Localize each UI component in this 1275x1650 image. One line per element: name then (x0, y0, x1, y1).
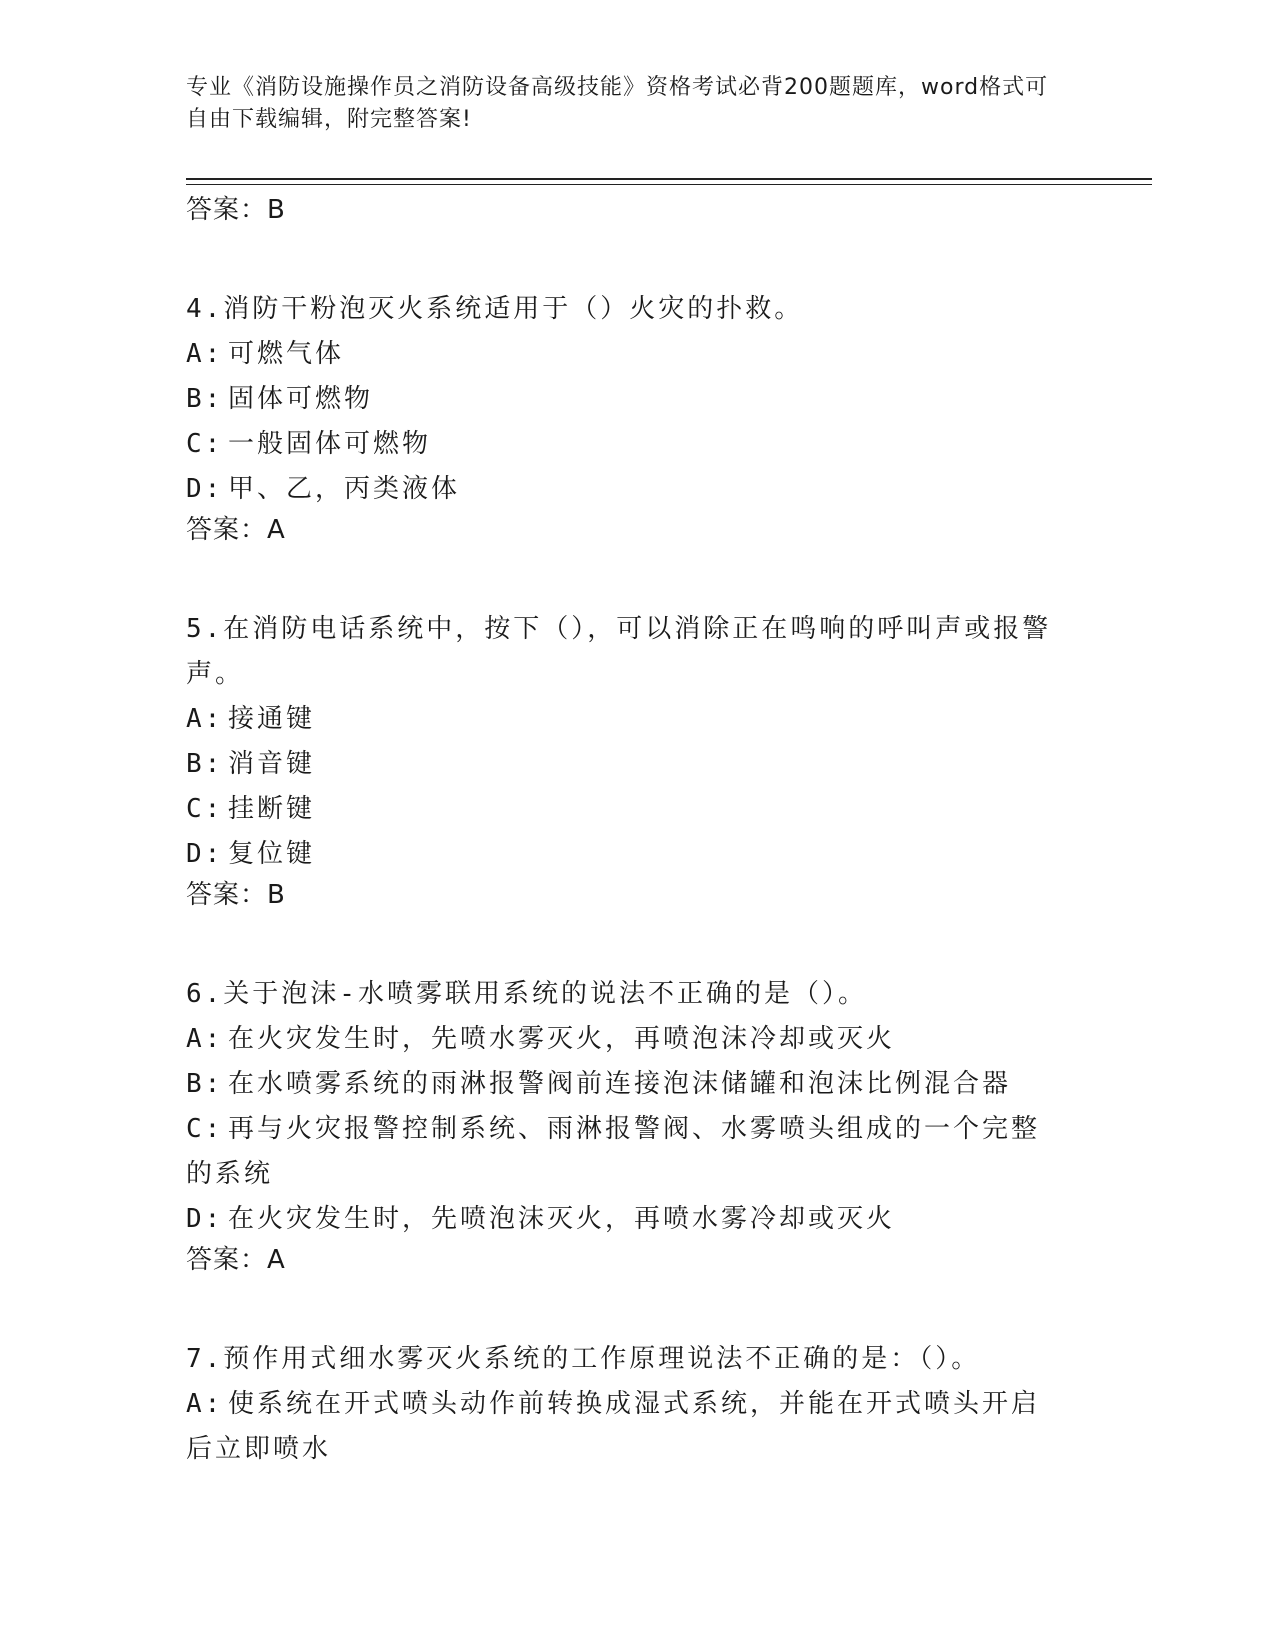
option-text: 消音键 (228, 749, 316, 779)
option-text: 在火灾发生时，先喷水雾灭火，再喷泡沫冷却或灭火 (228, 1024, 896, 1054)
answer-line: 答案：B (186, 880, 286, 910)
question-text: 4.消防干粉泡灭火系统适用于（）火灾的扑救。 (186, 294, 804, 324)
document-body (186, 192, 1086, 1472)
option-letter: A: (186, 1024, 224, 1054)
header-divider (186, 178, 1152, 180)
option-line (186, 1107, 1066, 1197)
option-line (186, 697, 1086, 742)
option-letter: A: (186, 1389, 224, 1419)
option-line (186, 377, 1086, 422)
option-line (186, 332, 1086, 377)
question-text: 6.关于泡沫-水喷雾联用系统的说法不正确的是（）。 (186, 979, 867, 1009)
option-line (186, 832, 1086, 877)
option-letter: C: (186, 1114, 224, 1144)
option-letter: C: (186, 429, 224, 459)
option-text: 可燃气体 (228, 339, 345, 369)
document-header: 专业《消防设施操作员之消防设备高级技能》资格考试必背200题题库，word格式可自由下载编辑，附完整答案! (186, 75, 1049, 132)
option-text: 一般固体可燃物 (228, 429, 432, 459)
answer-line: 答案：A (186, 515, 286, 545)
option-text: 接通键 (228, 704, 316, 734)
option-letter: B: (186, 1069, 224, 1099)
option-text: 使系统在开式喷头动作前转换成湿式系统，并能在开式喷头开启后立即喷水 (186, 1389, 1041, 1464)
question-block (186, 287, 1086, 557)
option-line (186, 1062, 1086, 1107)
option-line (186, 1017, 1086, 1062)
question-text: 5.在消防电话系统中，按下（），可以消除正在鸣响的呼叫声或报警声。 (186, 614, 1052, 689)
header-divider-thin (186, 184, 1152, 185)
answer-line: 答案：B (186, 195, 286, 225)
option-text: 固体可燃物 (228, 384, 374, 414)
option-text: 再与火灾报警控制系统、雨淋报警阀、水雾喷头组成的一个完整的系统 (186, 1114, 1041, 1189)
option-text: 甲、乙，丙类液体 (228, 474, 461, 504)
option-letter: A: (186, 704, 224, 734)
question-text: 7.预作用式细水雾灭火系统的工作原理说法不正确的是：（）。 (186, 1344, 981, 1374)
option-letter: B: (186, 749, 224, 779)
option-text: 复位键 (228, 839, 316, 869)
question-block (186, 972, 1086, 1287)
option-line (186, 422, 1086, 467)
answer-line: 答案：A (186, 1245, 286, 1275)
option-letter: B: (186, 384, 224, 414)
option-line (186, 467, 1086, 512)
option-text: 挂断键 (228, 794, 316, 824)
option-letter: C: (186, 794, 224, 824)
option-text: 在水喷雾系统的雨淋报警阀前连接泡沫储罐和泡沫比例混合器 (228, 1069, 1012, 1099)
question-block (186, 1337, 1086, 1472)
option-letter: D: (186, 839, 224, 869)
option-line (186, 1382, 1066, 1472)
option-letter: A: (186, 339, 224, 369)
option-line (186, 787, 1086, 832)
option-text: 在火灾发生时，先喷泡沫灭火，再喷水雾冷却或灭火 (228, 1204, 896, 1234)
option-letter: D: (186, 1204, 224, 1234)
question-block (186, 607, 1086, 922)
option-line (186, 1197, 1086, 1242)
option-line (186, 742, 1086, 787)
option-letter: D: (186, 474, 224, 504)
